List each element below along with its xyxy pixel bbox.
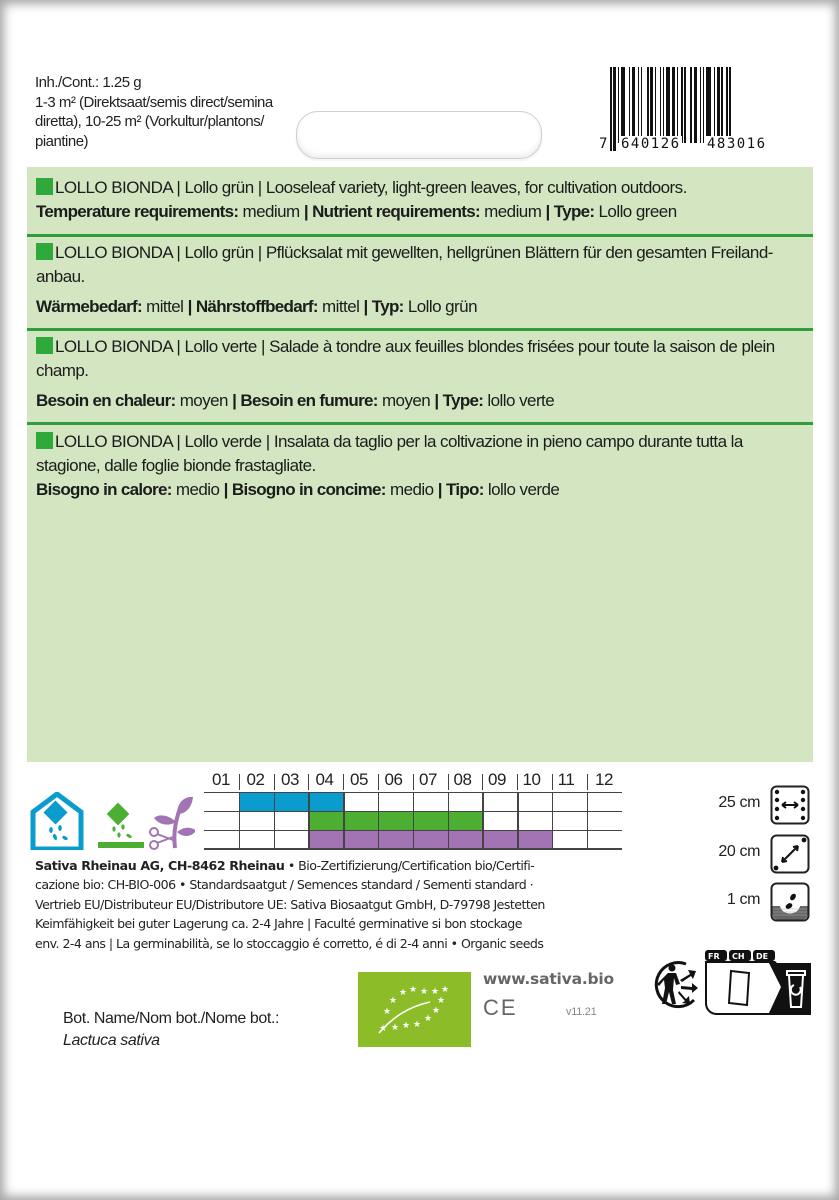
month-label: 03 bbox=[281, 770, 299, 789]
variety-description: Pflücksalat mit gewellten, hellgrünen Blättern für den gesamten Freiland- bbox=[265, 243, 773, 262]
variety-description: Salade à tondre aux feuilles blondes frisées pour toute la saison de plein bbox=[269, 337, 775, 356]
svg-text:★: ★ bbox=[408, 985, 418, 995]
description-de bbox=[36, 241, 804, 319]
variety-type: Lollo verte bbox=[184, 337, 257, 356]
sowing-harvest-calendar bbox=[204, 792, 622, 849]
month-label: 08 bbox=[453, 770, 472, 789]
grid-line bbox=[239, 792, 240, 849]
svg-text:★: ★ bbox=[423, 1014, 433, 1024]
barcode bbox=[599, 67, 800, 157]
grid-line bbox=[587, 792, 588, 849]
attr-label: Typ: bbox=[371, 297, 404, 316]
company-info bbox=[35, 856, 635, 953]
ce-mark: CE bbox=[483, 995, 518, 1020]
plant-spacing-label: 20 cm bbox=[718, 843, 760, 860]
hang-tab-slot bbox=[296, 111, 542, 159]
svg-text:★: ★ bbox=[430, 987, 440, 997]
separator: | bbox=[303, 202, 308, 221]
sowing-indoor-bar bbox=[239, 792, 343, 811]
harvest-icon bbox=[150, 797, 195, 849]
separator: | bbox=[261, 337, 265, 356]
germination-text: env. 2-4 ans | La germinabilità, se lo stoccaggio é corretto, é di 2-4 anni • Organic seeds bbox=[35, 935, 544, 951]
variety-description: Looseleaf variety, light-green leaves, for cultivation outdoors. bbox=[265, 178, 687, 197]
contents-area-line: 1-3 m² (Direktsaat/semis direct/semina bbox=[35, 93, 273, 111]
month-separator bbox=[239, 774, 240, 790]
company-name: Sativa Rheinau AG, CH-8462 Rheinau bbox=[35, 858, 285, 873]
month-separator bbox=[482, 774, 483, 790]
description-fr bbox=[36, 335, 804, 413]
attr-value: moyen bbox=[179, 391, 228, 410]
separator: | bbox=[545, 202, 550, 221]
svg-text:DE: DE bbox=[756, 952, 769, 961]
grid-line bbox=[552, 792, 553, 849]
attr-value: medium bbox=[484, 202, 542, 221]
separator: | bbox=[257, 178, 262, 197]
green-square-icon bbox=[36, 337, 53, 354]
attr-value: lollo verde bbox=[487, 480, 560, 499]
sowing-direct-bar bbox=[308, 811, 482, 830]
attr-value: moyen bbox=[381, 391, 431, 410]
attr-label: Nutrient requirements: bbox=[312, 202, 480, 221]
attr-label: Type: bbox=[442, 391, 484, 410]
contents-weight: Inh./Cont.: 1.25 g bbox=[35, 74, 142, 91]
attr-label: Nährstoffbedarf: bbox=[195, 297, 318, 316]
separator: | bbox=[265, 432, 270, 451]
month-label: 10 bbox=[522, 770, 541, 789]
plant-spacing-icon bbox=[770, 834, 810, 874]
attr-label: Wärmebedarf: bbox=[36, 297, 142, 316]
grid-line bbox=[482, 792, 483, 849]
attr-value: lollo verte bbox=[487, 391, 555, 410]
grid-line bbox=[343, 792, 344, 849]
svg-text:★: ★ bbox=[388, 996, 398, 1006]
svg-text:★: ★ bbox=[398, 988, 408, 998]
calendar-legend-icons bbox=[30, 792, 195, 850]
grid-line bbox=[378, 792, 379, 849]
separator: | bbox=[176, 432, 181, 451]
month-label: 05 bbox=[350, 770, 368, 789]
attr-value: Lollo grün bbox=[407, 297, 477, 316]
distributor-text: Vertrieb EU/Distributeur EU/Distributore UE: Sativa Biosaatgut GmbH, D-79798 Jestetten bbox=[35, 896, 545, 912]
grid-line bbox=[274, 792, 275, 849]
attr-label: Bisogno in calore: bbox=[36, 480, 172, 499]
attr-label: Besoin en fumure: bbox=[240, 391, 378, 410]
month-label: 04 bbox=[315, 770, 334, 789]
certification-text: • Bio-Zertifizierung/Certification bio/Certifi- bbox=[284, 858, 535, 873]
botanical-name: Lactuca sativa bbox=[63, 1032, 160, 1049]
month-label: 11 bbox=[557, 770, 575, 789]
attr-label: Temperature requirements: bbox=[36, 202, 239, 221]
variety-description-cont: champ. bbox=[36, 361, 89, 380]
germination-text: Keimfähigkeit bei guter Lagerung ca. 2-4 Jahre | Faculté germinative si bon stockage bbox=[35, 916, 522, 932]
month-separator bbox=[587, 774, 588, 790]
svg-text:CH: CH bbox=[732, 952, 745, 961]
row-spacing-icon bbox=[770, 785, 810, 825]
row-spacing bbox=[700, 785, 812, 825]
month-separator bbox=[378, 774, 379, 790]
svg-text:★: ★ bbox=[436, 996, 446, 1006]
month-label: 12 bbox=[595, 770, 613, 789]
botanical-name-label: Bot. Name/Nom bot./Nome bot.: bbox=[63, 1010, 280, 1027]
attr-label: Bisogno in concime: bbox=[231, 480, 386, 499]
variety-description-cont: stagione, dalle foglie bionde frastagliate. bbox=[36, 456, 316, 475]
separator: | bbox=[363, 297, 368, 316]
month-separator bbox=[517, 774, 518, 790]
barcode-group-1: 640126 bbox=[621, 136, 681, 152]
attr-value: medium bbox=[242, 202, 300, 221]
plant-spacing bbox=[700, 834, 812, 874]
svg-text:FR: FR bbox=[708, 952, 720, 961]
svg-text:★: ★ bbox=[440, 985, 450, 995]
contents-area-line: diretta), 10-25 m² (Vorkultur/plantons/ bbox=[35, 113, 264, 130]
attr-label: Type: bbox=[553, 202, 595, 221]
description-it bbox=[36, 430, 804, 502]
grid-line bbox=[448, 792, 449, 849]
divider bbox=[27, 234, 813, 237]
month-separator bbox=[413, 774, 414, 790]
variety-name: LOLLO BIONDA bbox=[55, 337, 173, 356]
barcode-group-2: 483016 bbox=[707, 136, 767, 152]
attr-label: Tipo: bbox=[445, 480, 484, 499]
contents-info bbox=[35, 73, 305, 151]
month-separator bbox=[343, 774, 344, 790]
indoor-sowing-icon bbox=[33, 794, 81, 849]
attr-value: Lollo green bbox=[598, 202, 677, 221]
sowing-depth-icon bbox=[770, 882, 810, 922]
attr-value: medio bbox=[175, 480, 220, 499]
svg-text:★: ★ bbox=[390, 1023, 400, 1033]
triman-recycling-icon bbox=[648, 954, 704, 1010]
certification-text: cazione bio: CH-BIO-006 • Standardsaatgut / Semences standard / Sementi standard · bbox=[35, 877, 534, 893]
separator: | bbox=[176, 178, 181, 197]
svg-text:★: ★ bbox=[378, 1024, 388, 1034]
attr-value: mittel bbox=[322, 297, 360, 316]
month-label: 02 bbox=[246, 770, 265, 789]
svg-text:★: ★ bbox=[382, 1007, 392, 1017]
svg-text:★: ★ bbox=[401, 1021, 411, 1031]
variety-description: Insalata da taglio per la coltivazione in pieno campo durante tutta la bbox=[273, 432, 743, 451]
info-tri-sorting-icon bbox=[703, 949, 815, 1017]
month-separator bbox=[552, 774, 553, 790]
eu-organic-leaf-logo bbox=[358, 972, 471, 1047]
contents-area-line: piantine) bbox=[35, 132, 89, 150]
divider bbox=[27, 328, 813, 331]
svg-text:★: ★ bbox=[419, 987, 429, 997]
website-link[interactable]: www.sativa.bio bbox=[483, 970, 614, 988]
month-label: 07 bbox=[419, 770, 437, 789]
green-square-icon bbox=[36, 243, 53, 260]
direct-sowing-icon bbox=[98, 803, 144, 848]
grid-line bbox=[517, 792, 518, 849]
variety-name: LOLLO BIONDA bbox=[55, 243, 173, 262]
row-spacing-label: 25 cm bbox=[718, 794, 760, 811]
attr-value: mittel bbox=[146, 297, 184, 316]
attr-label: Besoin en chaleur: bbox=[36, 391, 176, 410]
variety-type: Lollo grün bbox=[184, 178, 254, 197]
version-label: v11.21 bbox=[566, 1006, 597, 1018]
sowing-depth bbox=[700, 882, 812, 922]
month-separator bbox=[274, 774, 275, 790]
separator: | bbox=[257, 243, 262, 262]
variety-name: LOLLO BIONDA bbox=[55, 432, 173, 451]
separator: | bbox=[176, 337, 181, 356]
month-label: 01 bbox=[212, 770, 230, 789]
grid-line bbox=[308, 792, 309, 849]
separator: | bbox=[176, 243, 181, 262]
svg-text:★: ★ bbox=[412, 1020, 422, 1030]
separator: | bbox=[223, 480, 228, 499]
separator: | bbox=[434, 391, 439, 410]
month-separator bbox=[308, 774, 309, 790]
variety-description-cont: anbau. bbox=[36, 267, 85, 286]
separator: | bbox=[232, 391, 237, 410]
green-square-icon bbox=[36, 178, 53, 195]
svg-text:★: ★ bbox=[431, 1006, 441, 1016]
sowing-depth-label: 1 cm bbox=[726, 891, 760, 908]
divider bbox=[27, 422, 813, 425]
green-square-icon bbox=[36, 432, 53, 449]
harvest-bar bbox=[308, 830, 552, 849]
variety-type: Lollo grün bbox=[184, 243, 254, 262]
description-en bbox=[36, 176, 804, 224]
separator: | bbox=[187, 297, 192, 316]
separator: | bbox=[437, 480, 442, 499]
description-panel bbox=[27, 167, 813, 762]
attr-value: medio bbox=[389, 480, 434, 499]
month-separator bbox=[448, 774, 449, 790]
botanical-name-block bbox=[63, 1008, 279, 1052]
barcode-first-digit: 7 bbox=[599, 136, 608, 152]
variety-name: LOLLO BIONDA bbox=[55, 178, 173, 197]
month-label: 06 bbox=[384, 770, 403, 789]
grid-line bbox=[413, 792, 414, 849]
month-label: 09 bbox=[488, 770, 506, 789]
variety-type: Lollo verde bbox=[184, 432, 262, 451]
